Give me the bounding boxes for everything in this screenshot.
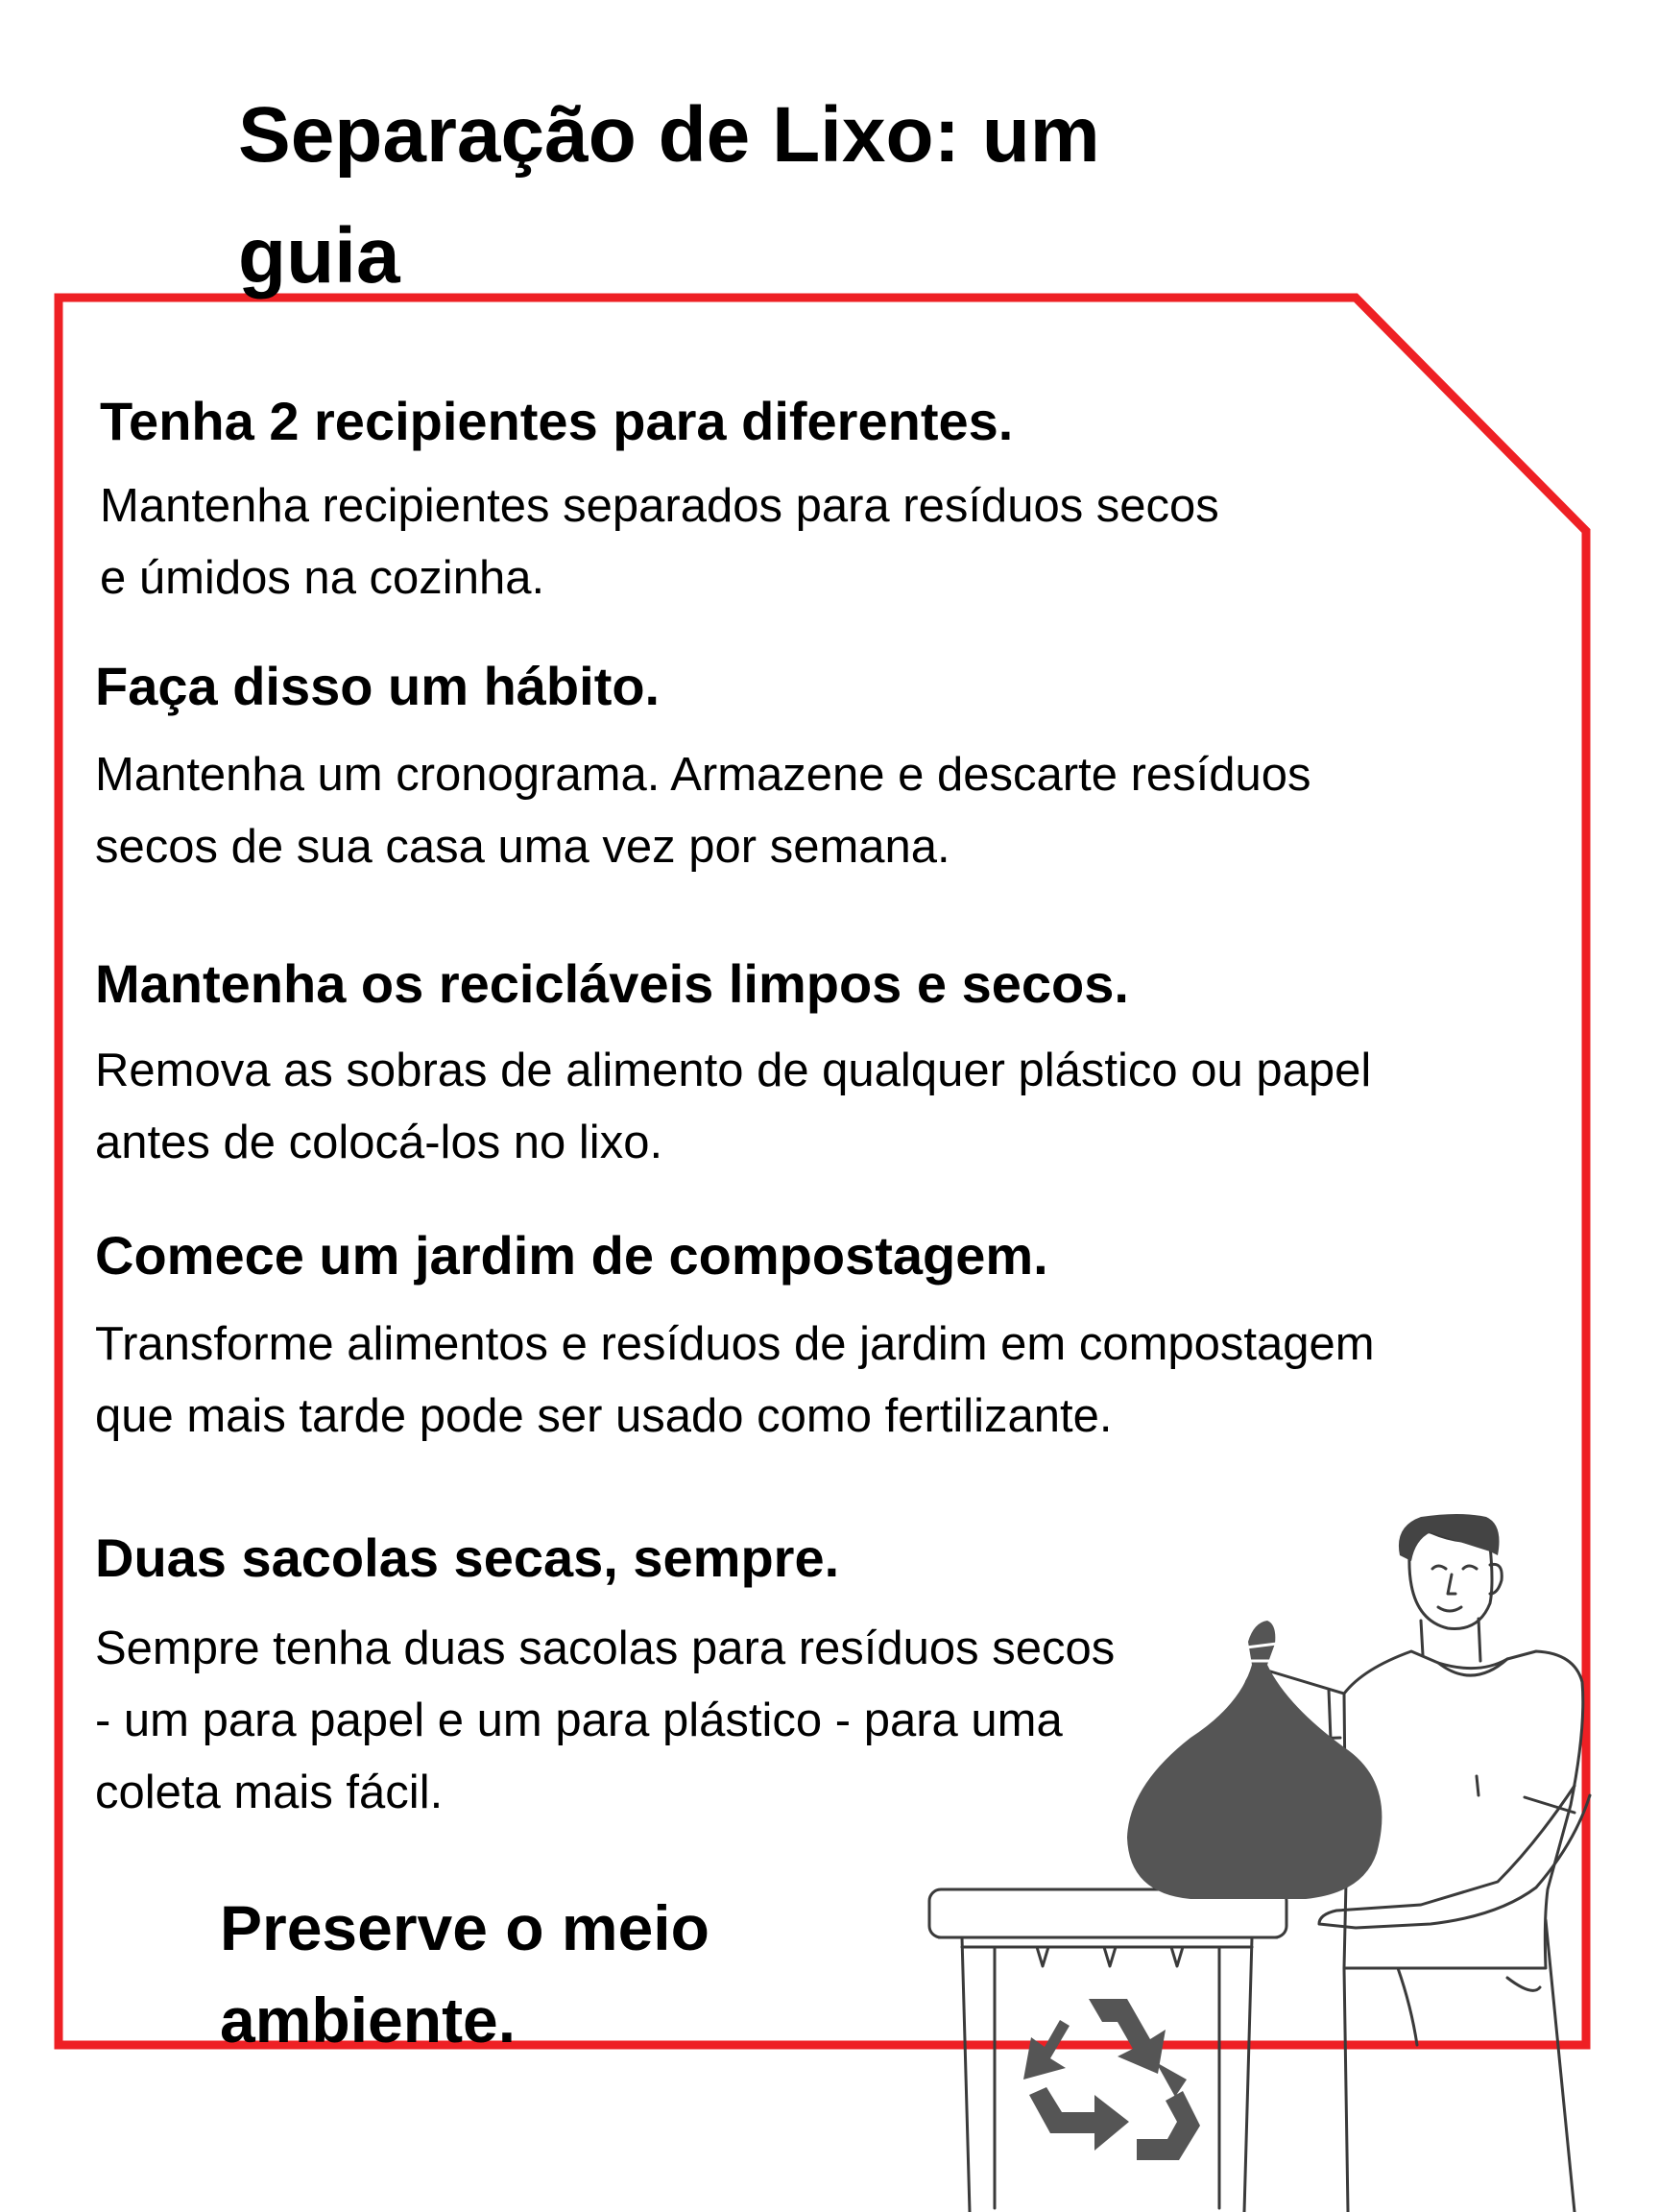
section-heading-habit: Faça disso um hábito. <box>95 656 661 716</box>
section-heading-bags: Duas sacolas secas, sempre. <box>95 1527 840 1588</box>
page-title: Separação de Lixo: um guia <box>238 91 1100 300</box>
footer-message: Preserve o meio ambiente. <box>220 1892 709 2056</box>
trash-bag-icon <box>1127 1621 1382 1899</box>
section-body-recyclables: Remova as sobras de alimento de qualquer plástico ou papel antes de colocá-los no lixo. <box>95 1045 1372 1168</box>
section-heading-compost: Comece um jardim de compostagem. <box>95 1225 1048 1286</box>
section-body-containers: Mantenha recipientes separados para resíduos secos e úmidos na cozinha. <box>100 480 1219 604</box>
section-body-habit: Mantenha um cronograma. Armazene e descarte resíduos secos de sua casa uma vez por semana. <box>95 749 1311 873</box>
hair <box>1399 1514 1500 1561</box>
section-heading-recyclables: Mantenha os recicláveis limpos e secos. <box>95 953 1129 1014</box>
section-body-bags: Sempre tenha duas sacolas para resíduos secos - um para papel e um para plástico - para uma coleta mais fácil. <box>95 1623 1116 1818</box>
section-heading-containers: Tenha 2 recipientes para diferentes. <box>100 391 1014 451</box>
section-body-compost: Transforme alimentos e resíduos de jardim em compostagem que mais tarde pode ser usado como fertilizante. <box>95 1318 1375 1442</box>
recycle-icon <box>1023 1999 1200 2160</box>
